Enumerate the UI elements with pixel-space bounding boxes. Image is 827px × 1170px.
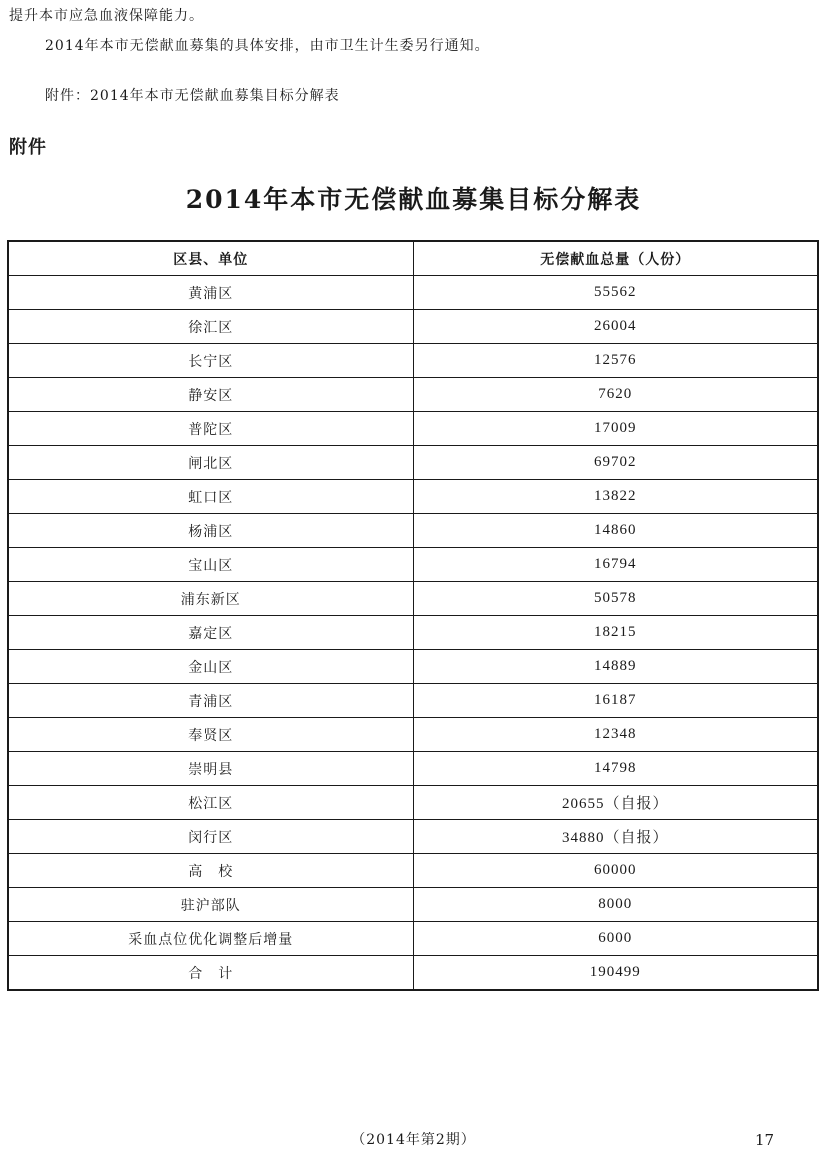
district-cell: 奉贤区 (9, 718, 413, 752)
total-cell: 12576 (413, 344, 817, 378)
annex-label: 附件 (9, 137, 47, 158)
issue-footer: （2014年第2期） (351, 1132, 476, 1148)
table-row (9, 650, 817, 684)
table-header-row (9, 242, 817, 276)
table-body (9, 276, 817, 990)
total-cell: 18215 (413, 616, 817, 650)
total-cell: 16187 (413, 684, 817, 718)
district-cell: 闸北区 (9, 446, 413, 480)
table-row (9, 378, 817, 412)
district-cell: 青浦区 (9, 684, 413, 718)
total-cell: 8000 (413, 888, 817, 922)
table-row (9, 480, 817, 514)
total-cell: 26004 (413, 310, 817, 344)
total-cell: 190499 (413, 956, 817, 990)
district-cell: 普陀区 (9, 412, 413, 446)
total-cell: 7620 (413, 378, 817, 412)
district-cell: 杨浦区 (9, 514, 413, 548)
table-row (9, 310, 817, 344)
attachment-reference: 附件：2014年本市无偿献血募集目标分解表 (45, 88, 340, 104)
district-cell: 静安区 (9, 378, 413, 412)
table-row (9, 752, 817, 786)
district-cell: 崇明县 (9, 752, 413, 786)
table-row (9, 922, 817, 956)
district-cell: 松江区 (9, 786, 413, 820)
total-cell: 16794 (413, 548, 817, 582)
table-row (9, 786, 817, 820)
header-district: 区县、单位 (9, 242, 413, 276)
table-row (9, 684, 817, 718)
district-cell: 金山区 (9, 650, 413, 684)
total-cell: 14889 (413, 650, 817, 684)
table-row (9, 888, 817, 922)
total-cell: 60000 (413, 854, 817, 888)
district-cell: 闵行区 (9, 820, 413, 854)
total-cell: 13822 (413, 480, 817, 514)
table-row (9, 514, 817, 548)
district-cell: 合 计 (9, 956, 413, 990)
table-row (9, 582, 817, 616)
table-row (9, 616, 817, 650)
total-cell: 55562 (413, 276, 817, 310)
total-cell: 6000 (413, 922, 817, 956)
table-row (9, 718, 817, 752)
total-cell: 14860 (413, 514, 817, 548)
total-cell: 69702 (413, 446, 817, 480)
total-cell: 20655（自报） (413, 786, 817, 820)
total-cell: 50578 (413, 582, 817, 616)
table-row (9, 344, 817, 378)
table-row (9, 820, 817, 854)
table-row (9, 854, 817, 888)
district-cell: 徐汇区 (9, 310, 413, 344)
table-row (9, 548, 817, 582)
total-cell: 17009 (413, 412, 817, 446)
target-table (7, 240, 819, 991)
table-row (9, 412, 817, 446)
table-row (9, 276, 817, 310)
intro-line-2: 2014年本市无偿献血募集的具体安排，由市卫生计生委另行通知。 (45, 38, 490, 54)
table-row (9, 446, 817, 480)
district-cell: 高 校 (9, 854, 413, 888)
district-cell: 虹口区 (9, 480, 413, 514)
total-cell: 14798 (413, 752, 817, 786)
total-cell: 34880（自报） (413, 820, 817, 854)
district-cell: 黄浦区 (9, 276, 413, 310)
district-cell: 采血点位优化调整后增量 (9, 922, 413, 956)
table-title: 2014年本市无偿献血募集目标分解表 (185, 185, 642, 214)
district-cell: 浦东新区 (9, 582, 413, 616)
district-cell: 宝山区 (9, 548, 413, 582)
intro-line-1: 提升本市应急血液保障能力。 (9, 8, 204, 24)
total-cell: 12348 (413, 718, 817, 752)
table-row (9, 956, 817, 990)
district-cell: 嘉定区 (9, 616, 413, 650)
district-cell: 驻沪部队 (9, 888, 413, 922)
district-cell: 长宁区 (9, 344, 413, 378)
page-number: 17 (755, 1131, 775, 1149)
header-total: 无偿献血总量（人份） (413, 242, 817, 276)
